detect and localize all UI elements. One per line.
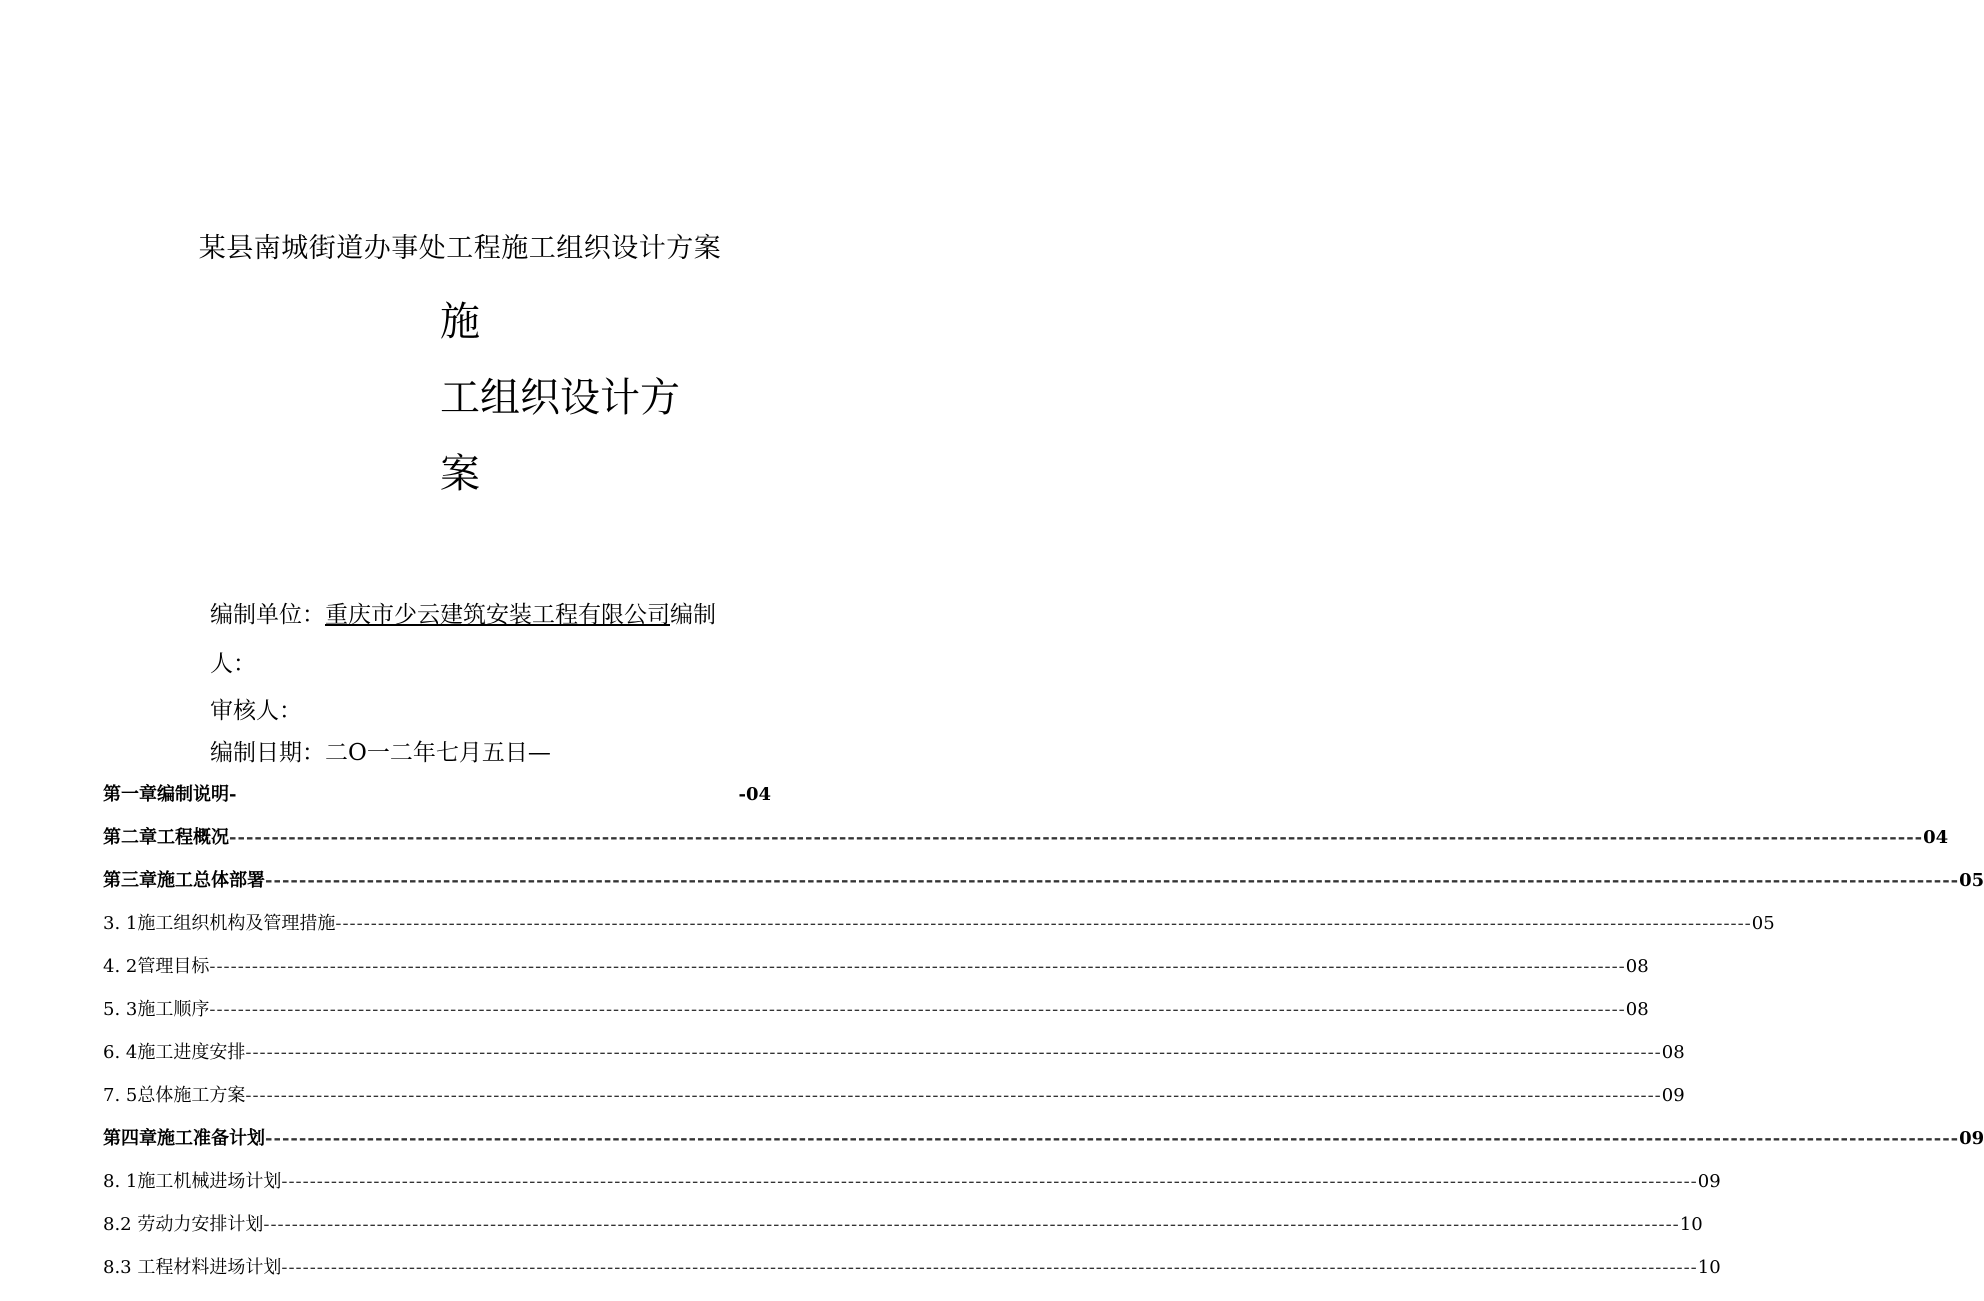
toc-entry-title: 第一章编制说明- bbox=[103, 784, 237, 805]
toc-entry-title: 5. 3施工顺序 bbox=[103, 999, 210, 1020]
toc-entry-title: 第四章施工准备计划 bbox=[103, 1128, 265, 1149]
toc-entry[interactable] bbox=[103, 952, 1649, 977]
big-title-line-3: 案 bbox=[440, 451, 480, 497]
toc-entry[interactable] bbox=[103, 909, 1775, 934]
toc-entry-title: 3. 1施工组织机构及管理措施 bbox=[103, 913, 336, 934]
toc-entry-title: 第三章施工总体部署 bbox=[103, 870, 265, 891]
toc-entry[interactable] bbox=[103, 1253, 1721, 1278]
toc-entry[interactable] bbox=[103, 823, 1949, 848]
toc-entry-page: 09 bbox=[1661, 1085, 1685, 1106]
toc-entry-title: 6. 4施工进度安排 bbox=[103, 1042, 246, 1063]
toc-entry-page: 05 bbox=[1751, 913, 1775, 934]
compile-unit-label: 编制单位： bbox=[210, 602, 325, 628]
toc-entry[interactable] bbox=[103, 995, 1649, 1020]
toc-entry[interactable] bbox=[103, 1081, 1685, 1106]
toc-entry[interactable] bbox=[103, 780, 771, 805]
toc-entry-page: 08 bbox=[1661, 1042, 1685, 1063]
toc-entry-title: 8.2 劳动力安排计划 bbox=[103, 1214, 264, 1235]
toc-entry-title: 8. 1施工机械进场计划 bbox=[103, 1171, 282, 1192]
toc-leader-dashes: -------------------------------------------------------------------------------------------------------------------------------------------------------------------------------------------------------- bbox=[229, 827, 1924, 848]
toc-leader-dashes: -------------------------------------------------------------------------------------------------------------------------------------------------------------------------------------------------------- bbox=[335, 913, 1752, 934]
compiler-label-head: 编制 bbox=[670, 602, 716, 628]
toc-leader-dashes: -------------------------------------------------------------------------------------------------------------------------------------------------------------------------------------------------------- bbox=[281, 1257, 1698, 1278]
toc-leader-dashes: -------------------------------------------------------------------------------------------------------------------------------------------------------------------------------------------------------- bbox=[281, 1171, 1698, 1192]
toc-entry-title: 第二章工程概况 bbox=[103, 827, 229, 848]
toc-entry-page: 10 bbox=[1697, 1257, 1721, 1278]
toc-leader-dashes: -------------------------------------------------------------------------------------------------------------------------------------------------------------------------------------------------------- bbox=[209, 999, 1626, 1020]
toc-entry[interactable] bbox=[103, 1167, 1721, 1192]
compile-date-value: 二O一二年七月五日— bbox=[325, 740, 551, 766]
toc-entry-title: 4. 2管理目标 bbox=[103, 956, 210, 977]
toc-entry-title: 7. 5总体施工方案 bbox=[103, 1085, 246, 1106]
toc-entry-page: 08 bbox=[1625, 999, 1649, 1020]
toc-leader-dashes: -------------------------------------------------------------------------------------------------------------------------------------------------------------------------------------------------------- bbox=[265, 1128, 1960, 1149]
compile-date-label: 编制日期： bbox=[210, 740, 325, 766]
toc-entry-page: 09 bbox=[1959, 1128, 1984, 1149]
toc-entry-page: 05 bbox=[1959, 870, 1984, 891]
toc-entry-page: 09 bbox=[1697, 1171, 1721, 1192]
toc-entry[interactable] bbox=[103, 1038, 1685, 1063]
big-title-line-1: 施 bbox=[440, 299, 480, 345]
toc-entry-page: 08 bbox=[1625, 956, 1649, 977]
toc-leader-dashes: -------------------------------------------------------------------------------------------------------------------------------------------------------------------------------------------------------- bbox=[209, 956, 1626, 977]
toc-entry[interactable] bbox=[103, 1124, 1984, 1149]
toc-leader-dashes: -------------------------------------------------------------------------------------------------------------------------------------------------------------------------------------------------------- bbox=[263, 1214, 1680, 1235]
toc-entry[interactable] bbox=[103, 866, 1984, 891]
compile-date-line bbox=[210, 734, 551, 767]
toc-entry-page: 04 bbox=[1923, 827, 1949, 848]
document-title: 某县南城街道办事处工程施工组织设计方案 bbox=[198, 233, 722, 264]
compile-unit-line bbox=[210, 596, 716, 629]
toc-entry-page: -04 bbox=[738, 784, 771, 805]
toc-leader-dashes: -------------------------------------------------------------------------------------------------------------------------------------------------------------------------------------------------------- bbox=[245, 1085, 1662, 1106]
compile-unit-value: 重庆市少云建筑安装工程有限公司 bbox=[325, 602, 670, 628]
toc-leader-dashes: -------------------------------------------------------------------------------------------------------------------------------------------------------------------------------------------------------- bbox=[265, 870, 1960, 891]
toc-entry-title: 8.3 工程材料进场计划 bbox=[103, 1257, 282, 1278]
toc-entry-page: 10 bbox=[1679, 1214, 1703, 1235]
toc-leader-dashes: -------------------------------------------------------------------------------------------------------------------------------------------------------------------------------------------------------- bbox=[245, 1042, 1662, 1063]
toc-entry[interactable] bbox=[103, 1210, 1703, 1235]
reviewer-line: 审核人： bbox=[210, 698, 302, 724]
compiler-line: 人： bbox=[210, 651, 256, 677]
big-title-line-2: 工组织设计方 bbox=[440, 375, 680, 421]
